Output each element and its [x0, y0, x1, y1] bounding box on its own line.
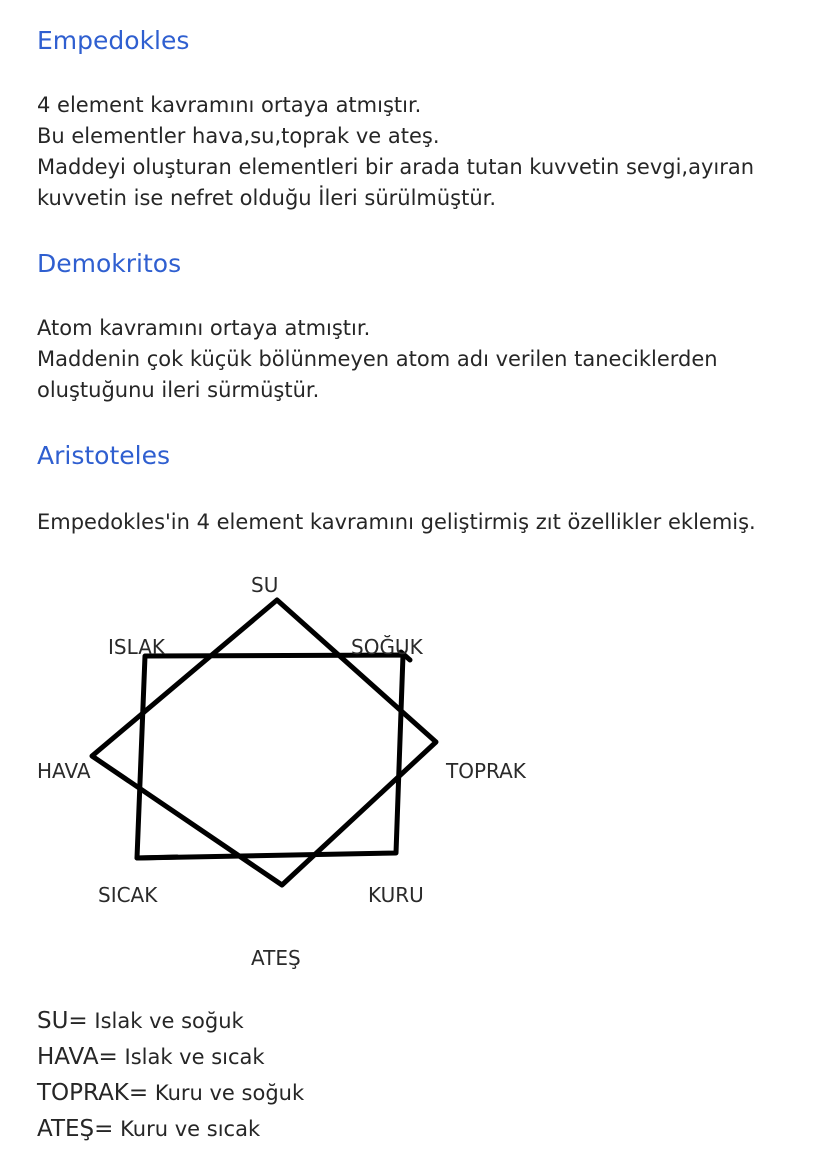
text-line: 4 element kavramını ortaya atmıştır. — [37, 93, 422, 117]
definition-row — [37, 1112, 304, 1148]
four-elements-diagram — [0, 560, 560, 980]
definition-value: Islak ve soğuk — [87, 1009, 244, 1033]
section-body-empedokles — [37, 90, 797, 214]
text-line: Maddeyi oluşturan elementleri bir arada tutan kuvvetin sevgi,ayıran — [37, 155, 755, 179]
text-line: Maddenin çok küçük bölünmeyen atom adı verilen taneciklerden — [37, 347, 718, 371]
definition-row — [37, 1076, 304, 1112]
label-soguk: SOĞUK — [351, 635, 423, 659]
text-line: oluştuğunu ileri sürmüştür. — [37, 378, 320, 402]
element-definitions — [37, 1004, 304, 1148]
definition-value: Kuru ve soğuk — [148, 1081, 305, 1105]
section-body-aristoteles — [37, 507, 797, 538]
text-line: Empedokles'in 4 element kavramını geliştirmiş zıt özellikler eklemiş. — [37, 510, 756, 534]
label-hava: HAVA — [37, 759, 91, 783]
label-ates: ATEŞ — [251, 946, 301, 970]
label-sicak: SICAK — [98, 883, 158, 907]
text-line: Atom kavramını ortaya atmıştır. — [37, 316, 371, 340]
label-toprak: TOPRAK — [446, 759, 526, 783]
section-body-demokritos — [37, 313, 797, 406]
definition-value: Islak ve sıcak — [117, 1045, 265, 1069]
definition-key: ATEŞ= — [37, 1116, 114, 1142]
definition-row — [37, 1004, 304, 1040]
label-kuru: KURU — [368, 883, 424, 907]
section-title-aristoteles: Aristoteles — [37, 441, 170, 470]
text-line: kuvvetin ise nefret olduğu İleri sürülmüştür. — [37, 186, 497, 210]
definition-value: Kuru ve sıcak — [113, 1117, 261, 1141]
definition-key: SU= — [37, 1008, 88, 1034]
label-islak: ISLAK — [108, 635, 165, 659]
section-title-demokritos: Demokritos — [37, 249, 182, 278]
text-line: Bu elementler hava,su,toprak ve ateş. — [37, 124, 440, 148]
label-su: SU — [251, 573, 279, 597]
section-title-empedokles: Empedokles — [37, 26, 190, 55]
definition-key: HAVA= — [37, 1044, 118, 1070]
definition-key: TOPRAK= — [37, 1080, 149, 1106]
definition-row — [37, 1040, 304, 1076]
stroke-tick — [137, 857, 177, 858]
